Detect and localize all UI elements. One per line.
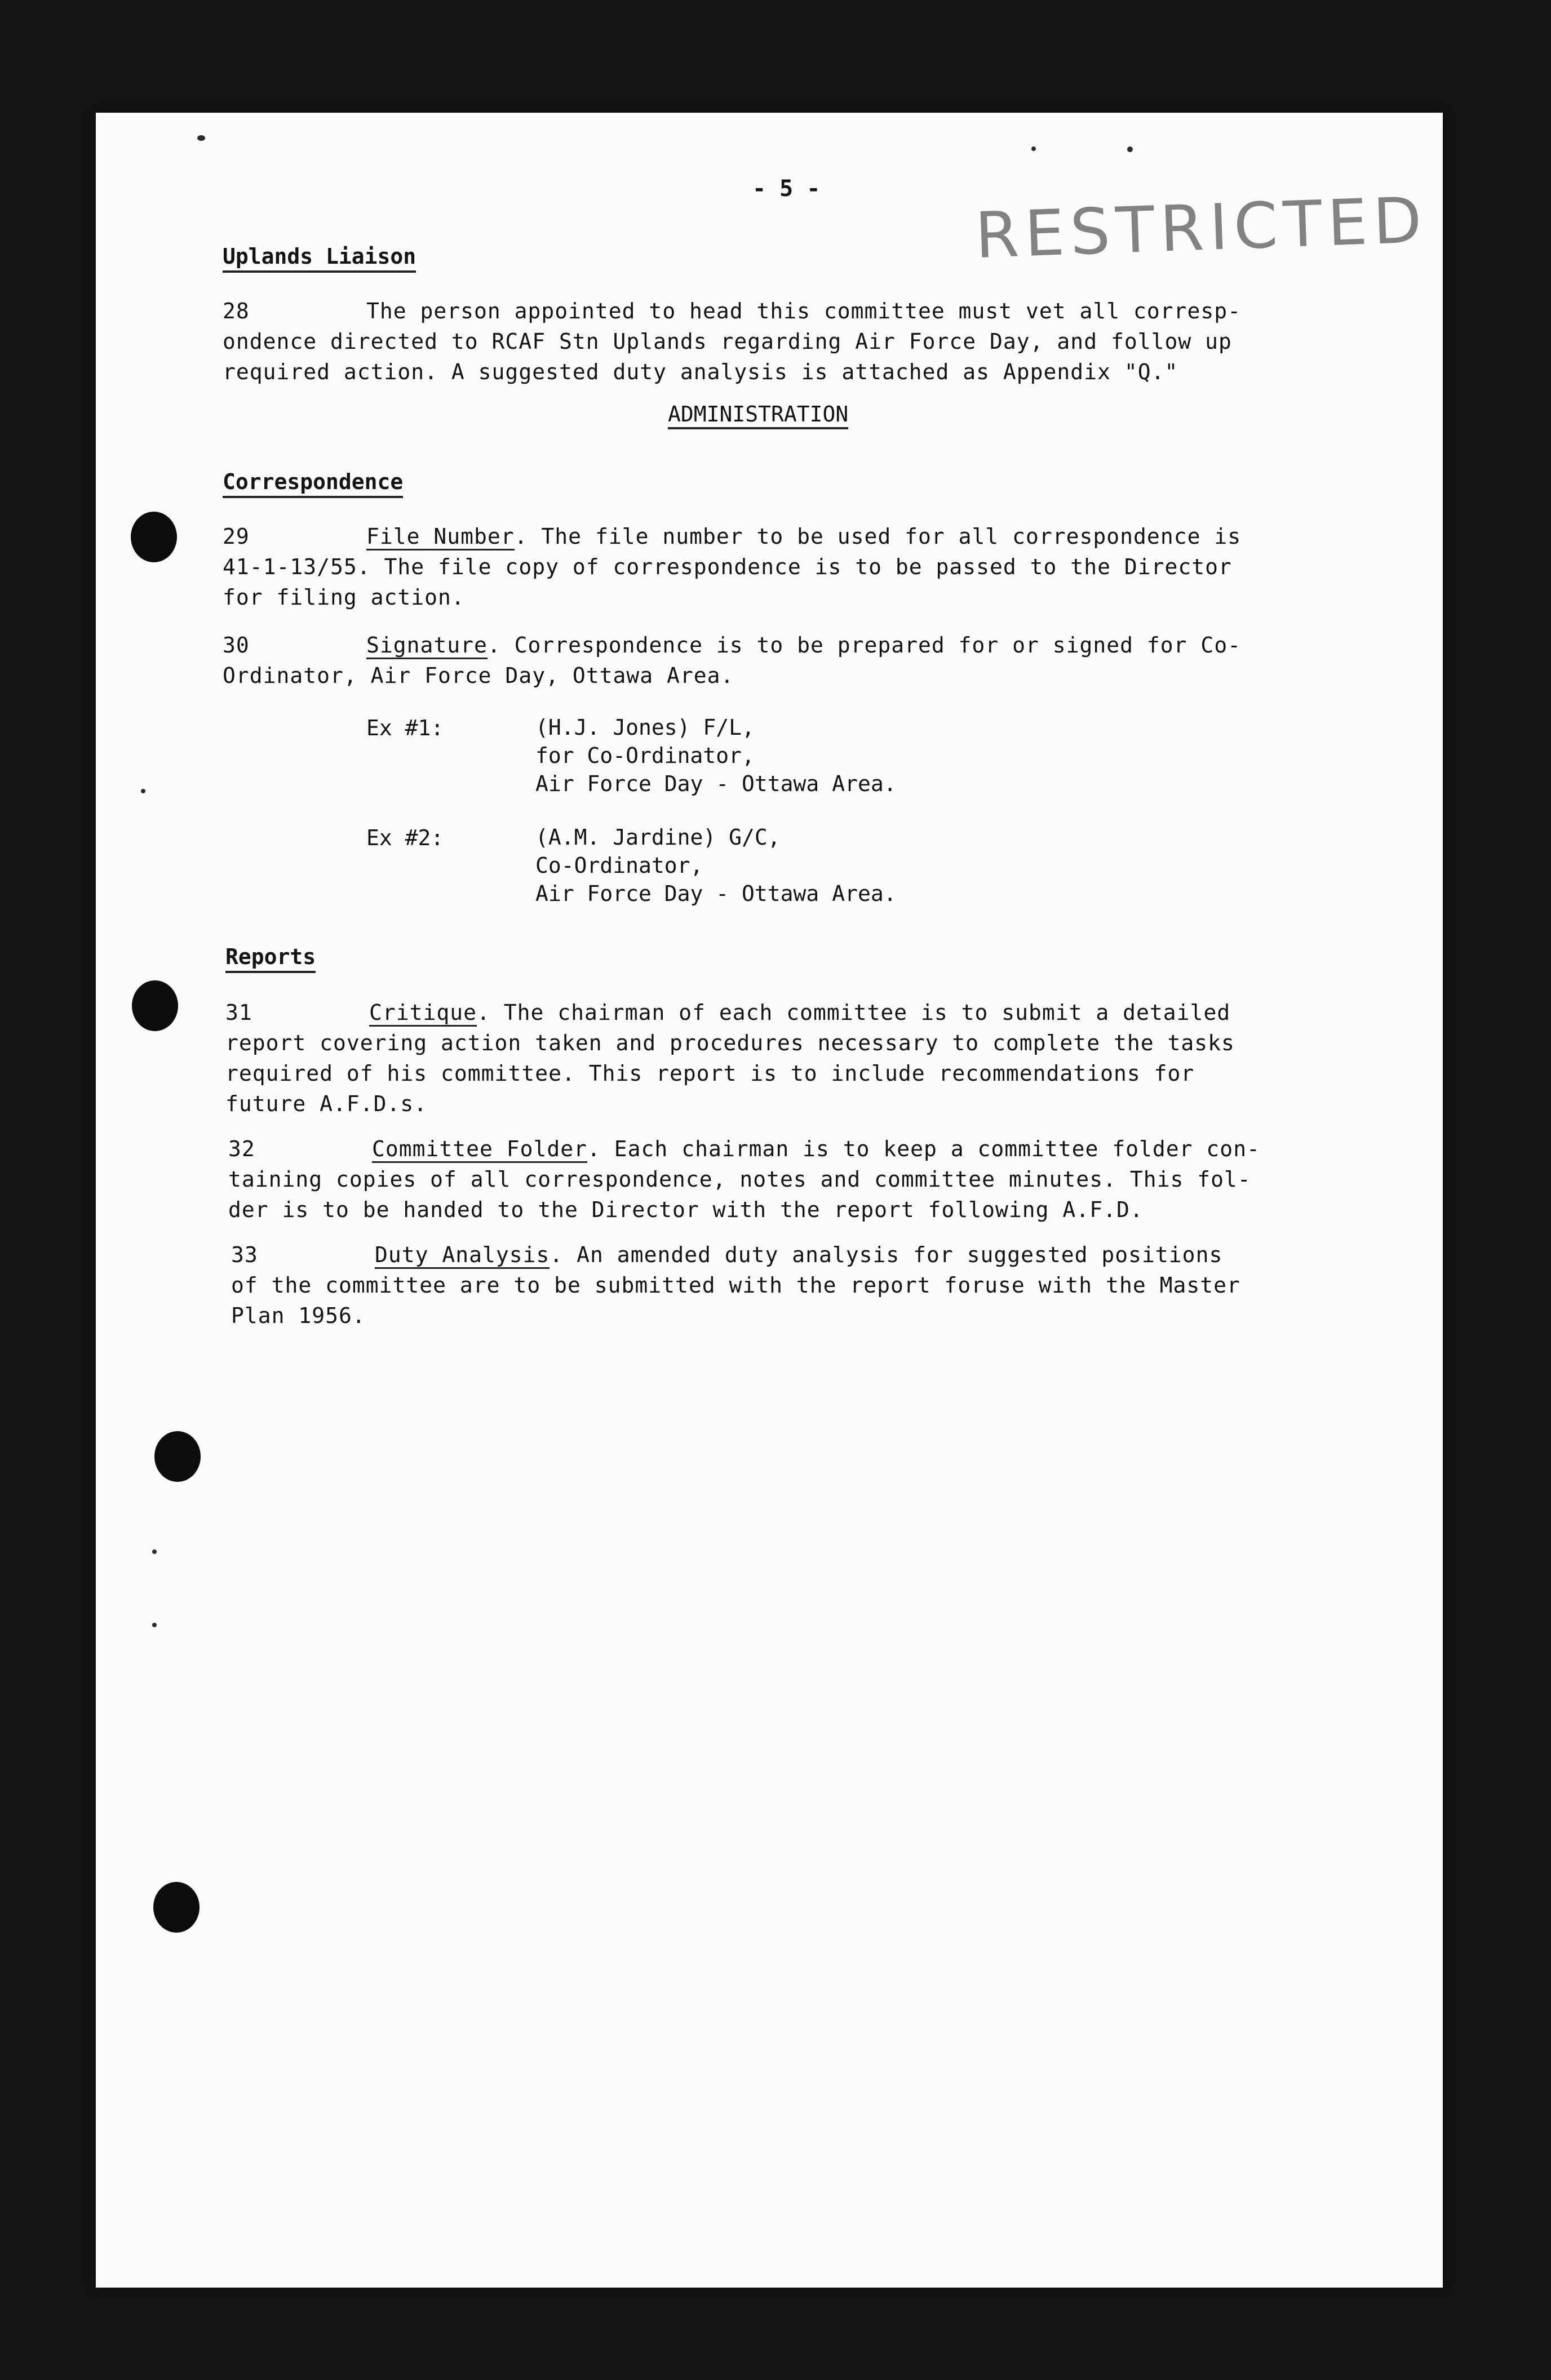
example-label-1: Ex #1: xyxy=(366,716,444,740)
paragraph-line: . The chairman of each committee is to submit a detailed xyxy=(477,1000,1231,1025)
paragraph-number: 28 xyxy=(223,299,250,323)
paragraph-line: der is to be handed to the Director with the report following A.F.D. xyxy=(228,1197,1144,1222)
paragraph-line: future A.F.D.s. xyxy=(225,1091,428,1116)
speck xyxy=(197,135,205,141)
paragraph-number: 30 xyxy=(223,633,250,658)
example-line: Air Force Day - Ottawa Area. xyxy=(535,771,897,796)
paragraph-line: 41-1-13/55. The file copy of correspondence is to be passed to the Director xyxy=(223,554,1232,579)
section-heading-reports: Reports xyxy=(225,944,316,973)
example-line: for Co-Ordinator, xyxy=(535,743,755,768)
paragraph-line: Ordinator, Air Force Day, Ottawa Area. xyxy=(223,663,734,688)
paragraph-number: 33 xyxy=(231,1242,258,1267)
example-block-1 xyxy=(535,713,897,798)
paragraph-line: for filing action. xyxy=(223,585,465,610)
punch-hole-3 xyxy=(154,1431,201,1482)
paragraph-title: File Number xyxy=(366,524,515,550)
speck xyxy=(1127,146,1133,152)
paragraph-number: 32 xyxy=(228,1136,255,1161)
speck xyxy=(152,1623,157,1627)
paragraph-line: required of his committee. This report is to include recommendations for xyxy=(225,1061,1195,1086)
speck xyxy=(152,1549,157,1554)
paragraph-line: . An amended duty analysis for suggested positions xyxy=(550,1242,1223,1267)
example-block-2 xyxy=(535,823,897,908)
paragraph-31 xyxy=(225,997,1235,1119)
paragraph-30 xyxy=(223,630,1241,691)
example-label-2: Ex #2: xyxy=(366,825,444,850)
example-line: (A.M. Jardine) G/C, xyxy=(535,825,781,850)
section-heading-uplands: Uplands Liaison xyxy=(223,243,416,273)
speck xyxy=(1031,146,1036,151)
paragraph-line: . Correspondence is to be prepared for or signed for Co- xyxy=(487,633,1242,658)
paragraph-line: ondence directed to RCAF Stn Uplands regarding Air Force Day, and follow up xyxy=(223,329,1232,354)
paragraph-line: of the committee are to be submitted with the report foruse with the Master xyxy=(231,1273,1240,1298)
paragraph-line: The person appointed to head this committee must vet all corresp- xyxy=(366,299,1242,323)
paragraph-line: taining copies of all correspondence, notes and committee minutes. This fol- xyxy=(228,1167,1251,1192)
punch-hole-2 xyxy=(132,980,178,1031)
paragraph-number: 31 xyxy=(225,1000,252,1025)
document-page xyxy=(96,113,1443,2288)
example-line: Co-Ordinator, xyxy=(535,853,703,878)
example-line: (H.J. Jones) F/L, xyxy=(535,715,755,740)
restricted-stamp: RESTRICTED xyxy=(973,184,1429,273)
paragraph-line: report covering action taken and procedures necessary to complete the tasks xyxy=(225,1031,1235,1055)
paragraph-32 xyxy=(228,1134,1260,1225)
paragraph-33 xyxy=(231,1240,1240,1331)
paragraph-title: Signature xyxy=(366,633,488,659)
speck xyxy=(141,789,145,793)
paragraph-number: 29 xyxy=(223,524,250,549)
section-heading-correspondence: Correspondence xyxy=(223,469,403,498)
paragraph-29 xyxy=(223,521,1241,612)
paragraph-28 xyxy=(223,296,1241,387)
example-line: Air Force Day - Ottawa Area. xyxy=(535,881,897,906)
paragraph-line: . Each chairman is to keep a committee folder con- xyxy=(587,1136,1260,1161)
paragraph-line: . The file number to be used for all correspondence is xyxy=(514,524,1242,549)
paragraph-title: Committee Folder xyxy=(372,1136,587,1163)
punch-hole-4 xyxy=(153,1882,200,1933)
paragraph-title: Critique xyxy=(369,1000,477,1027)
page-number: - 5 - xyxy=(752,176,821,202)
paragraph-line: Plan 1956. xyxy=(231,1303,366,1328)
paragraph-title: Duty Analysis xyxy=(375,1242,550,1269)
punch-hole-1 xyxy=(131,512,177,562)
paragraph-line: required action. A suggested duty analysis is attached as Appendix "Q." xyxy=(223,359,1178,384)
section-heading-administration: ADMINISTRATION xyxy=(668,401,848,429)
